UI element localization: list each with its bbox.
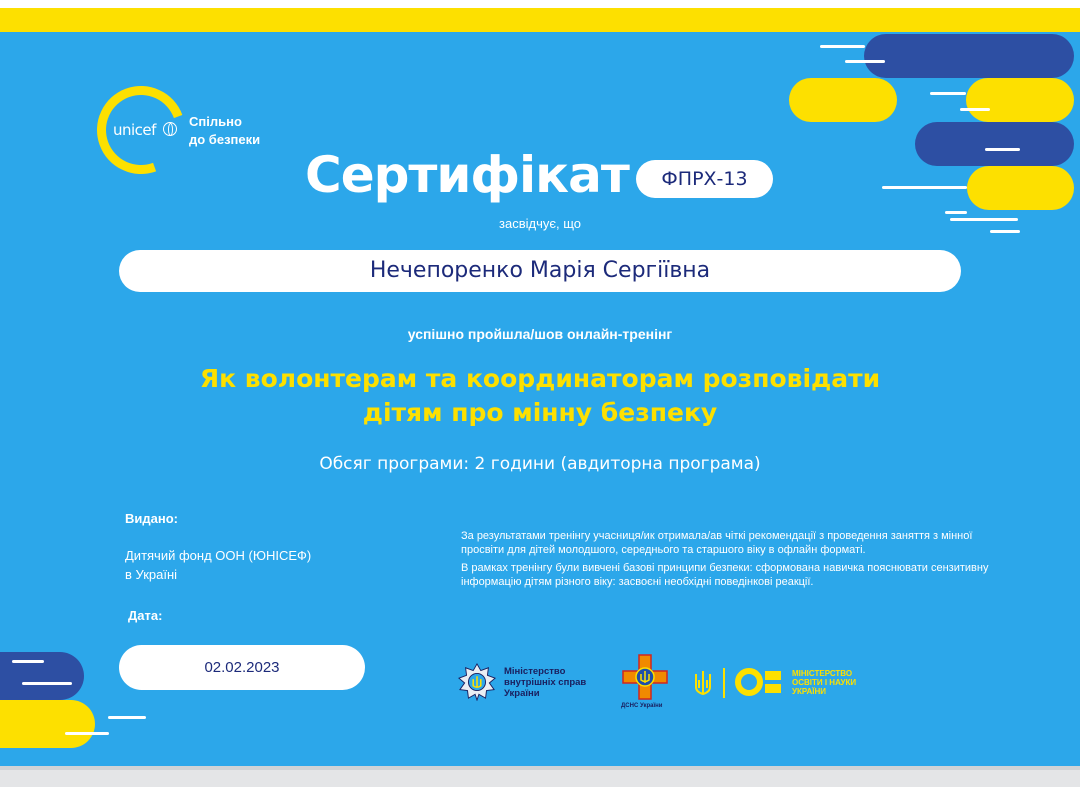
decor-stripe bbox=[820, 45, 865, 48]
decor-stripe bbox=[945, 211, 967, 214]
logo-tagline-line2: до безпеки bbox=[189, 132, 261, 147]
program-volume: Обсяг програми: 2 години (авдиторна програма) bbox=[319, 454, 761, 474]
decor-stripe bbox=[985, 148, 1020, 151]
issued-label: Видано: bbox=[125, 511, 178, 526]
mon-name-line2: ОСВІТИ І НАУКИ bbox=[792, 678, 857, 687]
description-paragraph: За результатами тренінгу учасниця/ик отримала/ав чіткі рекомендації з проведення заняття з мінної просвіти для дітей молодшого, середнього та старшого віку в офлайн форматі. bbox=[461, 530, 973, 556]
decor-pill bbox=[789, 78, 897, 122]
logo-tagline-line1: Спільно bbox=[189, 114, 242, 129]
decor-pill bbox=[0, 700, 95, 748]
decor-stripe bbox=[108, 716, 146, 719]
description-paragraph: В рамках тренінгу були вивчені базові принципи безпеки: сформована навичка пояснювати сензитивну інформацію дітям різного віку: засвоєні необхідні поведінкові реакції. bbox=[461, 562, 989, 588]
issuer-line1: Дитячий фонд ООН (ЮНІСЕФ) bbox=[125, 548, 312, 563]
decor-stripe bbox=[882, 186, 967, 189]
training-description bbox=[461, 529, 1001, 589]
issue-date: 02.02.2023 bbox=[119, 645, 365, 690]
decor-stripe bbox=[12, 660, 44, 663]
bottom-border bbox=[0, 766, 1080, 770]
decor-pill bbox=[967, 166, 1074, 210]
course-title-line1: Як волонтерам та координаторам розповідати bbox=[199, 364, 881, 393]
mvs-emblem-icon bbox=[458, 663, 496, 701]
mvs-name bbox=[504, 666, 586, 699]
recipient-name: Нечепоренко Марія Сергіївна bbox=[119, 250, 961, 292]
certifies-text: засвідчує, що bbox=[499, 216, 581, 231]
decor-stripe bbox=[845, 60, 885, 63]
decor-stripe bbox=[22, 682, 72, 685]
mon-name-line1: МІНІСТЕРСТВО bbox=[792, 669, 853, 678]
mvs-name-line3: України bbox=[504, 688, 540, 699]
date-label: Дата: bbox=[128, 608, 163, 623]
tryzub-icon bbox=[693, 670, 713, 696]
course-title bbox=[0, 362, 1080, 430]
logo-tagline bbox=[189, 113, 260, 149]
issuer-line2: в Україні bbox=[125, 567, 178, 582]
mvs-name-line2: внутрішніх справ bbox=[504, 677, 587, 688]
top-border bbox=[0, 0, 1080, 8]
decor-pill bbox=[966, 78, 1074, 122]
mon-logo-icon bbox=[735, 667, 785, 697]
dsns-emblem-icon bbox=[621, 653, 669, 701]
unicef-wordmark: unicef bbox=[113, 121, 156, 139]
issuer bbox=[125, 546, 311, 584]
top-yellow-band bbox=[0, 8, 1080, 32]
decor-pill bbox=[915, 122, 1074, 166]
completed-text: успішно пройшла/шов онлайн-тренінг bbox=[407, 326, 673, 342]
certificate-title: Сертифікат bbox=[305, 146, 629, 204]
mon-name-line3: УКРАЇНИ bbox=[792, 687, 827, 696]
unicef-globe-icon bbox=[163, 122, 177, 136]
certificate-code-badge: ФПРХ-13 bbox=[636, 160, 773, 198]
decor-stripe bbox=[65, 732, 109, 735]
mvs-name-line1: Міністерство bbox=[504, 666, 566, 677]
course-title-line2: дітям про мінну безпеку bbox=[362, 398, 718, 427]
mon-divider bbox=[723, 668, 725, 698]
decor-pill bbox=[864, 34, 1074, 78]
dsns-name: ДСНС України bbox=[621, 703, 663, 709]
decor-stripe bbox=[930, 92, 966, 95]
mon-name bbox=[792, 669, 856, 696]
decor-stripe bbox=[960, 108, 990, 111]
